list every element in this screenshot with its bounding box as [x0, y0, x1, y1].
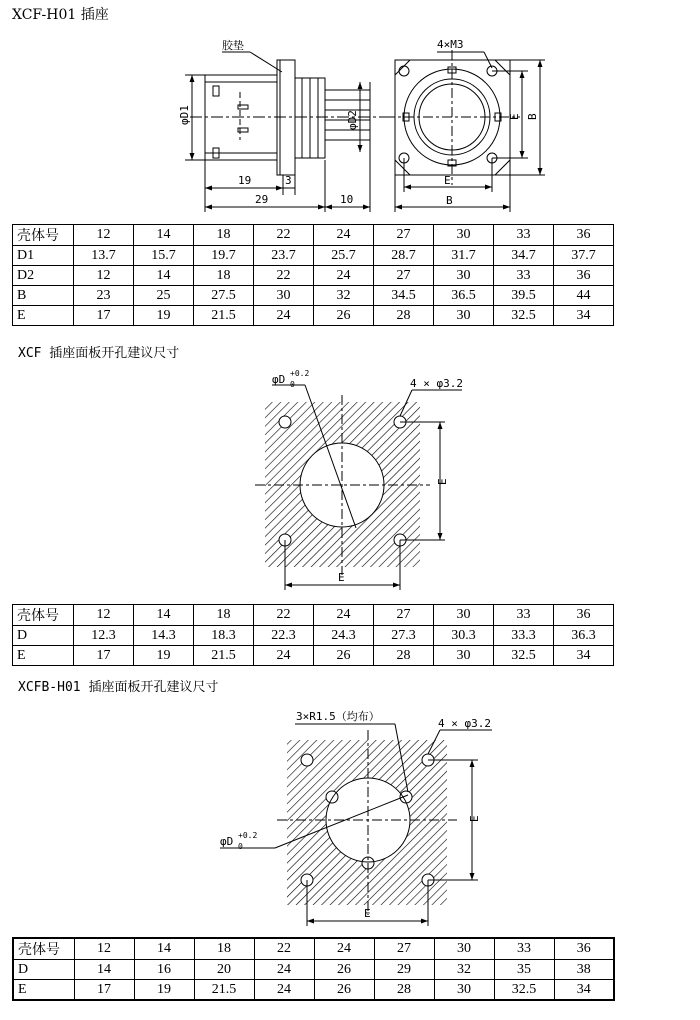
- tolerance-upper: +0.2: [238, 831, 258, 840]
- table-row: [13, 980, 614, 1001]
- table-cell: 30.3: [434, 626, 494, 646]
- table-body: [13, 605, 614, 666]
- table-row: [13, 246, 614, 266]
- table-cell: 36: [554, 605, 614, 626]
- table-body: [13, 938, 614, 1000]
- table-cell: 34.7: [494, 246, 554, 266]
- holes-label: 4 × φ3.2: [438, 717, 491, 730]
- table-cell: 17: [74, 980, 134, 1001]
- table-cell: 24: [314, 605, 374, 626]
- table-cell: 32.5: [494, 646, 554, 666]
- table-cell: 12.3: [74, 626, 134, 646]
- table-cell: 22: [254, 605, 314, 626]
- table-cell: 31.7: [434, 246, 494, 266]
- table-row: [13, 225, 614, 246]
- table-cell: 23: [74, 286, 134, 306]
- table-cell: 28: [374, 980, 434, 1001]
- table-cell: 17: [74, 306, 134, 326]
- table-cell: 13.7: [74, 246, 134, 266]
- table-cell: 34: [554, 646, 614, 666]
- table-cell: 33.3: [494, 626, 554, 646]
- dim-19: 19: [238, 174, 252, 187]
- table-row: [13, 938, 614, 960]
- dim-3: 3: [285, 174, 292, 187]
- table-cell: 38: [554, 960, 614, 980]
- holes-label: 4 × φ3.2: [410, 377, 463, 390]
- table-cell: 19: [134, 306, 194, 326]
- table-cell: 27: [374, 225, 434, 246]
- e-vertical-label: E: [436, 478, 449, 485]
- e-horizontal-label: E: [364, 907, 371, 920]
- b-horizontal-label: B: [446, 194, 453, 207]
- row-header-cell: 壳体号: [13, 225, 74, 246]
- diameter-label: φD: [272, 373, 286, 386]
- table-cell: 32: [314, 286, 374, 306]
- table-cell: 12: [74, 938, 134, 960]
- table-cell: 27.3: [374, 626, 434, 646]
- table-cell: 18.3: [194, 626, 254, 646]
- table-cell: 30: [434, 938, 494, 960]
- e-horizontal-label: E: [338, 571, 345, 584]
- section1-title: XCF-H01 插座: [12, 7, 109, 23]
- table-row: [13, 626, 614, 646]
- e-horizontal-label: E: [444, 174, 451, 187]
- table-cell: 14.3: [134, 626, 194, 646]
- table-row: [13, 960, 614, 980]
- table-row: [13, 306, 614, 326]
- table-cell: 22: [254, 266, 314, 286]
- table-cell: 30: [434, 266, 494, 286]
- row-header-cell: E: [13, 646, 74, 666]
- table-cell: 32.5: [494, 306, 554, 326]
- table-cell: 30: [434, 980, 494, 1001]
- table-cell: 25: [134, 286, 194, 306]
- table-cell: 18: [194, 225, 254, 246]
- table-cell: 24: [254, 980, 314, 1001]
- table-cell: 12: [74, 266, 134, 286]
- table-cell: 37.7: [554, 246, 614, 266]
- table-cell: 27: [374, 938, 434, 960]
- row-header-cell: D: [13, 626, 74, 646]
- row-header-cell: 壳体号: [13, 605, 74, 626]
- table-cell: 34.5: [374, 286, 434, 306]
- table-row: [13, 286, 614, 306]
- table-cell: 26: [314, 646, 374, 666]
- connector-drawing: [0, 0, 700, 225]
- table-cell: 32: [434, 960, 494, 980]
- table-cell: 30: [434, 306, 494, 326]
- table-cell: 27.5: [194, 286, 254, 306]
- table-cell: 30: [434, 225, 494, 246]
- table-cell: 24: [254, 646, 314, 666]
- table-cell: 18: [194, 266, 254, 286]
- panel-cutout-drawing-2: [0, 700, 700, 936]
- table-cell: 17: [74, 646, 134, 666]
- table-cell: 19: [134, 646, 194, 666]
- row-header-cell: D2: [13, 266, 74, 286]
- row-header-cell: D1: [13, 246, 74, 266]
- table-cell: 25.7: [314, 246, 374, 266]
- table-cell: 33: [494, 225, 554, 246]
- e-vertical-label: E: [508, 113, 521, 120]
- table-cell: 24: [314, 225, 374, 246]
- table-cell: 24: [254, 960, 314, 980]
- table-cell: 30: [434, 646, 494, 666]
- d1-label: φD1: [178, 105, 191, 125]
- table-cell: 22: [254, 225, 314, 246]
- dim-29: 29: [255, 193, 269, 206]
- holes-label: 4×M3: [437, 38, 464, 51]
- section2-title: XCF 插座面板开孔建议尺寸: [18, 346, 180, 361]
- table-cell: 33: [494, 938, 554, 960]
- d2-label: φD2: [346, 110, 359, 130]
- table-cell: 21.5: [194, 646, 254, 666]
- table-cell: 14: [134, 938, 194, 960]
- table-cell: 44: [554, 286, 614, 306]
- table-cell: 18: [194, 938, 254, 960]
- table-cell: 24: [254, 306, 314, 326]
- table-cell: 39.5: [494, 286, 554, 306]
- table-cell: 36: [554, 225, 614, 246]
- table-cell: 33: [494, 266, 554, 286]
- table-cell: 29: [374, 960, 434, 980]
- row-header-cell: B: [13, 286, 74, 306]
- table-row: [13, 605, 614, 626]
- table-cell: 22: [254, 938, 314, 960]
- table-cell: 23.7: [254, 246, 314, 266]
- table-cell: 14: [134, 605, 194, 626]
- mount-hole-tl: [399, 66, 409, 76]
- table-cell: 14: [74, 960, 134, 980]
- table-cell: 28: [374, 646, 434, 666]
- table-cell: 18: [194, 605, 254, 626]
- table-row: [13, 646, 614, 666]
- spec-table-3: [12, 937, 615, 1001]
- table-cell: 12: [74, 225, 134, 246]
- table-cell: 20: [194, 960, 254, 980]
- table-cell: 19: [134, 980, 194, 1001]
- table-cell: 14: [134, 266, 194, 286]
- b-vertical-label: B: [526, 113, 539, 120]
- table-cell: 22.3: [254, 626, 314, 646]
- table-cell: 28: [374, 306, 434, 326]
- table-cell: 21.5: [194, 980, 254, 1001]
- table-cell: 27: [374, 605, 434, 626]
- diameter-label: φD: [220, 835, 234, 848]
- table-cell: 24: [314, 938, 374, 960]
- table-cell: 36.3: [554, 626, 614, 646]
- table-cell: 12: [74, 605, 134, 626]
- table-cell: 19.7: [194, 246, 254, 266]
- row-header-cell: E: [13, 980, 74, 1001]
- table-cell: 34: [554, 306, 614, 326]
- table-cell: 27: [374, 266, 434, 286]
- row-header-cell: D: [13, 960, 74, 980]
- radius-label: 3×R1.5（均布）: [296, 710, 380, 723]
- table-cell: 36: [554, 266, 614, 286]
- table-cell: 14: [134, 225, 194, 246]
- table-cell: 24: [314, 266, 374, 286]
- table-body: [13, 225, 614, 326]
- tolerance-lower: 0: [290, 380, 295, 389]
- tolerance-upper: +0.2: [290, 369, 310, 378]
- table-cell: 16: [134, 960, 194, 980]
- table-cell: 26: [314, 306, 374, 326]
- table-cell: 24.3: [314, 626, 374, 646]
- table-cell: 35: [494, 960, 554, 980]
- table-cell: 33: [494, 605, 554, 626]
- gasket-label: 胶垫: [222, 39, 244, 52]
- table-cell: 26: [314, 960, 374, 980]
- table-cell: 21.5: [194, 306, 254, 326]
- e-vertical-label: E: [468, 815, 481, 822]
- tolerance-lower: 0: [238, 842, 243, 851]
- table-row: [13, 266, 614, 286]
- spec-table-1: [12, 224, 614, 326]
- table-cell: 28.7: [374, 246, 434, 266]
- panel-cutout-drawing-1: [0, 360, 700, 605]
- table-cell: 36: [554, 938, 614, 960]
- table-cell: 36.5: [434, 286, 494, 306]
- table-cell: 26: [314, 980, 374, 1001]
- spec-table-2: [12, 604, 614, 666]
- table-cell: 30: [434, 605, 494, 626]
- table-cell: 30: [254, 286, 314, 306]
- table-cell: 15.7: [134, 246, 194, 266]
- row-header-cell: E: [13, 306, 74, 326]
- table-cell: 34: [554, 980, 614, 1001]
- lock-pin-top: [213, 86, 219, 96]
- section3-title: XCFB-H01 插座面板开孔建议尺寸: [18, 680, 219, 695]
- dim-10: 10: [340, 193, 354, 206]
- table-cell: 32.5: [494, 980, 554, 1001]
- row-header-cell: 壳体号: [13, 938, 74, 960]
